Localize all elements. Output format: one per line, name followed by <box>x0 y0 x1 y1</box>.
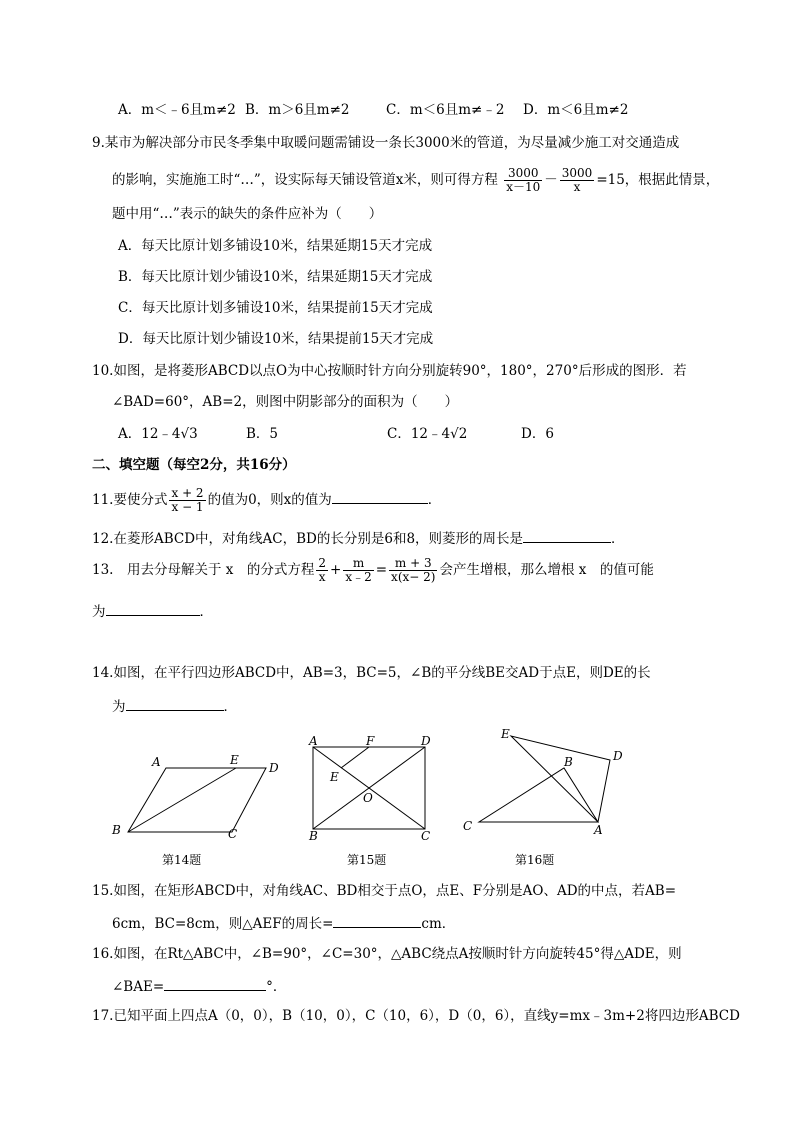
q16-line2 <box>112 976 286 996</box>
q9-line2-post: =15，根据此情景， <box>596 172 720 188</box>
q9-option-a: A．每天比原计划多铺设10米，结果延期15天才完成 <box>118 238 433 254</box>
q13-pre: 13. 用去分母解关于 x 的分式方程 <box>92 562 315 578</box>
q15-line2 <box>112 913 455 933</box>
q9-line1: 9.某市为解决部分市民冬季集中取暖问题需铺设一条长3000米的管道，为尽量减少施工对交通造成 <box>92 135 680 151</box>
q9-frac2-num: 3000 <box>561 166 593 180</box>
q9-line3: 题中用“…”表示的缺失的条件应补为（ ） <box>112 206 383 222</box>
q14-line1: 14.如图，在平行四边形ABCD中，AB=3，BC=5，∠B的平分线BE交AD于点E，则DE的长 <box>92 665 651 681</box>
q8-option-a: A．m＜﹣6且m≠2 <box>118 102 236 118</box>
fig14-label-A: A <box>152 755 161 769</box>
fig16-caption: 第16题 <box>515 853 555 867</box>
q11-end: ． <box>427 492 442 508</box>
q13-f1-den: x <box>318 570 326 584</box>
fig14-caption: 第14题 <box>162 853 202 867</box>
q13-line2 <box>92 601 213 621</box>
fig16-triangle-ADE <box>511 736 610 822</box>
q13-post: 会产生增根，那么增根 x 的值可能 <box>439 562 654 578</box>
fig15-caption: 第15题 <box>347 853 387 867</box>
fig14-bisector-BE <box>128 768 236 832</box>
q9-option-b: B．每天比原计划少铺设10米，结果延期15天才完成 <box>118 269 433 285</box>
q9-line2-pre: 的影响，实施施工时“…”，设实际每天铺设管道x米，则可得方程 <box>112 172 498 188</box>
q13-fraction-2 <box>343 557 373 584</box>
fig15-label-F: F <box>366 734 375 748</box>
q9-frac1-num: 3000 <box>504 167 542 181</box>
q9-frac1-den: x－10 <box>506 180 541 194</box>
q9-minus: － <box>544 172 558 188</box>
figure-16 <box>458 722 638 842</box>
fig15-label-E: E <box>330 770 339 784</box>
q11 <box>92 483 441 517</box>
figure-15 <box>300 734 440 844</box>
fig14-parallelogram <box>128 768 266 832</box>
q14-line2-pre: 为 <box>112 699 126 715</box>
q11-pre: 11.要使分式 <box>92 492 168 508</box>
q13-f3-num: m + 3 <box>389 557 437 571</box>
fig16-label-B: B <box>564 755 573 769</box>
q13-f1-num: 2 <box>318 556 327 570</box>
q14-answer-blank[interactable] <box>126 696 224 711</box>
q11-num: x + 2 <box>171 486 204 500</box>
q15-line2-post: cm． <box>421 916 456 932</box>
q11-answer-blank[interactable] <box>332 489 428 504</box>
q9-line2 <box>112 163 719 197</box>
fig15-label-C: C <box>421 829 431 843</box>
q9-option-c: C．每天比原计划多铺设10米，结果提前15天才完成 <box>118 300 433 316</box>
figure-14 <box>108 748 288 844</box>
q10-option-b: B．5 <box>246 426 279 442</box>
q13-f2-den: x﹣2 <box>345 570 372 584</box>
fig15-label-B: B <box>309 829 318 843</box>
fig15-label-D: D <box>421 734 431 748</box>
q9-frac2-den: x <box>573 180 581 194</box>
fig14-label-E: E <box>230 753 239 767</box>
q13-f3-den: x(x− 2) <box>391 570 436 584</box>
q10-option-c: C．12﹣4√2 <box>387 426 468 442</box>
q15-line1: 15.如图，在矩形ABCD中，对角线AC、BD相交于点O，点E、F分别是AO、AD的中点，若AB= <box>92 883 677 899</box>
fig14-label-D: D <box>269 761 279 775</box>
fig16-label-D: D <box>613 749 623 763</box>
q13-plus: + <box>330 562 342 578</box>
q10-option-a: A．12﹣4√3 <box>118 426 198 442</box>
q16-line2-pre: ∠BAE= <box>112 979 165 995</box>
fig16-label-E: E <box>501 727 510 741</box>
q8-option-b: B．m＞6且m≠2 <box>245 102 350 118</box>
q13-end: ． <box>199 604 213 620</box>
q15-answer-blank[interactable] <box>333 913 421 928</box>
fig15-segment-EF <box>341 747 369 768</box>
fig16-label-A: A <box>594 823 603 837</box>
q8-option-c: C．m＜6且m≠﹣2 <box>386 102 505 118</box>
fig14-label-C: C <box>228 827 238 841</box>
q9-option-d: D．每天比原计划少铺设10米，结果提前15天才完成 <box>118 331 434 347</box>
q12-end: ． <box>611 531 625 547</box>
q13-fraction-3 <box>389 557 437 584</box>
q11-post: 的值为0，则x的值为 <box>207 492 332 508</box>
q10-option-d: D．6 <box>521 426 554 442</box>
q11-fraction <box>169 487 205 514</box>
q13-line2-pre: 为 <box>92 604 106 620</box>
q10-line2: ∠BAD=60°，AB=2，则图中阴影部分的面积为（ ） <box>112 394 459 410</box>
q16-line1: 16.如图，在Rt△ABC中，∠B=90°，∠C=30°，△ABC绕点A按顺时针方向旋转45°得△ADE，则 <box>92 946 682 962</box>
q16-line2-post: °． <box>266 979 287 995</box>
q13-f2-num: m <box>343 557 373 571</box>
q12-text: 12.在菱形ABCD中，对角线AC，BD的长分别是6和8，则菱形的周长是 <box>92 531 524 547</box>
fig15-label-O: O <box>363 791 373 805</box>
q11-den: x − 1 <box>171 500 204 514</box>
q14-end: ． <box>223 699 237 715</box>
fig15-label-A: A <box>309 734 318 748</box>
q8-option-d: D．m＜6且m≠2 <box>523 102 629 118</box>
section-fill-in-heading: 二、填空题（每空2分，共16分） <box>92 457 296 473</box>
q12 <box>92 528 625 548</box>
fig16-triangle-ABC <box>479 768 598 822</box>
q14-line2 <box>112 696 237 716</box>
q13-line1 <box>92 553 654 587</box>
q15-line2-pre: 6cm，BC=8cm，则△AEF的周长= <box>112 916 334 932</box>
q13-answer-blank[interactable] <box>106 601 200 616</box>
q13-fraction-1 <box>316 557 328 584</box>
fig16-label-C: C <box>463 819 473 833</box>
fig14-label-B: B <box>112 823 121 837</box>
q9-fraction-1 <box>504 167 542 194</box>
q12-answer-blank[interactable] <box>523 528 611 543</box>
q16-answer-blank[interactable] <box>164 976 266 991</box>
q13-eq: = <box>375 562 388 578</box>
q17-line1: 17.已知平面上四点A（0，0），B（10，0），C（10，6），D（0，6），直线y=mx﹣3m+2将四边形ABCD <box>92 1008 740 1024</box>
q10-line1: 10.如图，是将菱形ABCD以点O为中心按顺时针方向分别旋转90°，180°，270°后形成的图形．若 <box>92 363 687 379</box>
q9-fraction-2 <box>560 167 595 194</box>
